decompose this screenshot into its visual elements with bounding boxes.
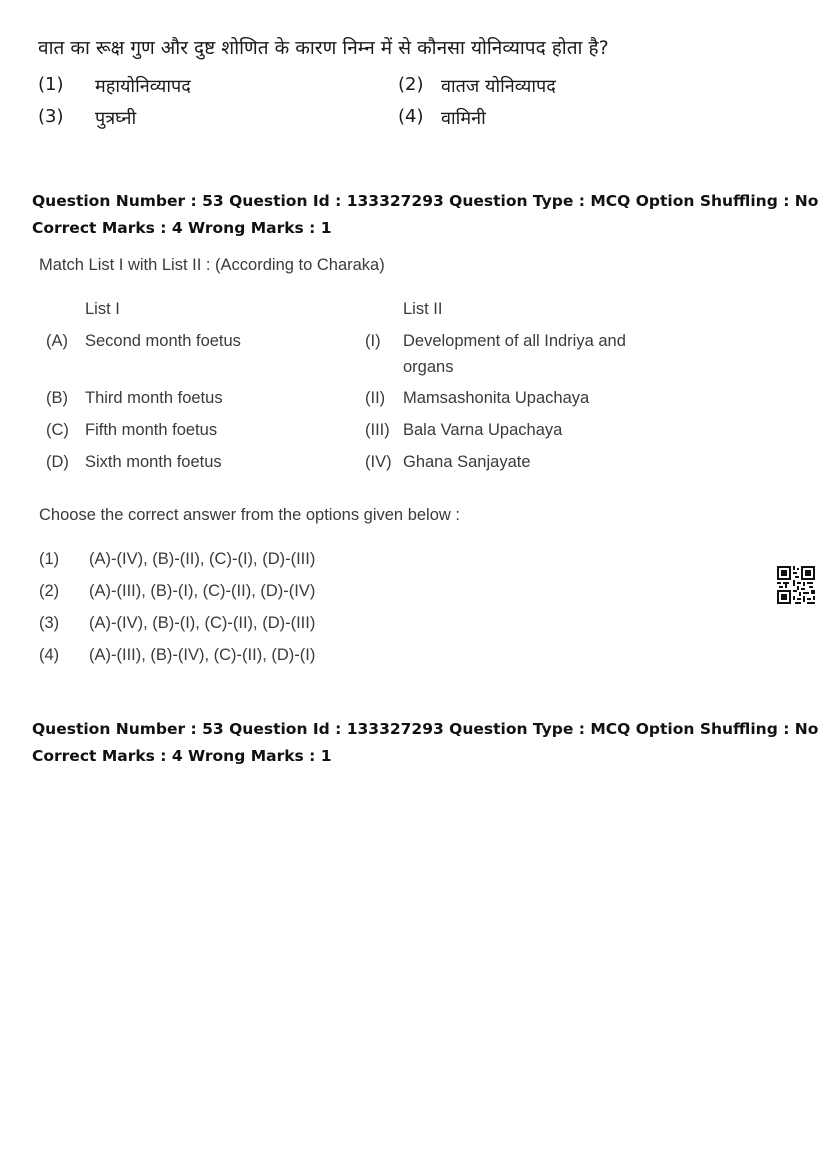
question-meta-line-2: Correct Marks : 4 Wrong Marks : 1: [32, 219, 332, 237]
option-4-text: (A)-(III), (B)-(IV), (C)-(II), (D)-(I): [89, 646, 316, 664]
list-1-item-d: Sixth month foetus: [85, 453, 222, 471]
list-1-item-c: Fifth month foetus: [85, 421, 218, 439]
list-1-key-a: (A): [46, 332, 68, 350]
option-3-text: (A)-(IV), (B)-(I), (C)-(II), (D)-(III): [89, 614, 316, 632]
match-question-prompt: Match List I with List II : (According to Charaka): [39, 256, 385, 274]
hindi-option-4-text: वामिनी: [441, 108, 486, 129]
hindi-option-1-text: महायोनिव्यापद: [95, 76, 191, 97]
hindi-option-2-number: (2): [398, 74, 424, 95]
list-1-header: List I: [85, 300, 120, 318]
question-meta-line-1: Question Number : 53 Question Id : 133327293 Question Type : MCQ Option Shuffling : No: [32, 192, 819, 210]
list-2-item-iii: Bala Varna Upachaya: [403, 421, 563, 439]
list-1-item-a: Second month foetus: [85, 332, 241, 350]
list-1-key-c: (C): [46, 421, 69, 439]
list-2-item-i: Development of all Indriya and: [403, 332, 626, 350]
option-2-text: (A)-(III), (B)-(I), (C)-(II), (D)-(IV): [89, 582, 316, 600]
list-2-item-iv: Ghana Sanjayate: [403, 453, 531, 471]
hindi-option-1-number: (1): [38, 74, 64, 95]
list-2-item-i-continued: organs: [403, 358, 454, 376]
qr-code-icon: [777, 566, 815, 604]
hindi-option-3-text: पुत्रघ्नी: [95, 108, 137, 129]
question-meta-line-1-repeat: Question Number : 53 Question Id : 133327293 Question Type : MCQ Option Shuffling : No: [32, 720, 819, 738]
hindi-option-4-number: (4): [398, 106, 424, 127]
list-2-key-iii: (III): [365, 421, 390, 439]
option-1-number: (1): [39, 550, 60, 568]
option-1-text: (A)-(IV), (B)-(II), (C)-(I), (D)-(III): [89, 550, 316, 568]
option-3-number: (3): [39, 614, 60, 632]
list-2-item-ii: Mamsashonita Upachaya: [403, 389, 590, 407]
list-2-key-ii: (II): [365, 389, 386, 407]
list-2-key-i: (I): [365, 332, 381, 350]
hindi-option-3-number: (3): [38, 106, 64, 127]
hindi-option-2-text: वातज योनिव्यापद: [441, 76, 556, 97]
list-1-key-d: (D): [46, 453, 69, 471]
list-1-key-b: (B): [46, 389, 68, 407]
answer-instruction: Choose the correct answer from the options given below :: [39, 506, 460, 524]
list-2-key-iv: (IV): [365, 453, 392, 471]
option-2-number: (2): [39, 582, 60, 600]
hindi-question-text: वात का रूक्ष गुण और दुष्ट शोणित के कारण निम्न में से कौनसा योनिव्यापद होता है?: [38, 37, 609, 59]
list-1-item-b: Third month foetus: [85, 389, 223, 407]
question-meta-line-2-repeat: Correct Marks : 4 Wrong Marks : 1: [32, 747, 332, 765]
list-2-header: List II: [403, 300, 443, 318]
option-4-number: (4): [39, 646, 60, 664]
